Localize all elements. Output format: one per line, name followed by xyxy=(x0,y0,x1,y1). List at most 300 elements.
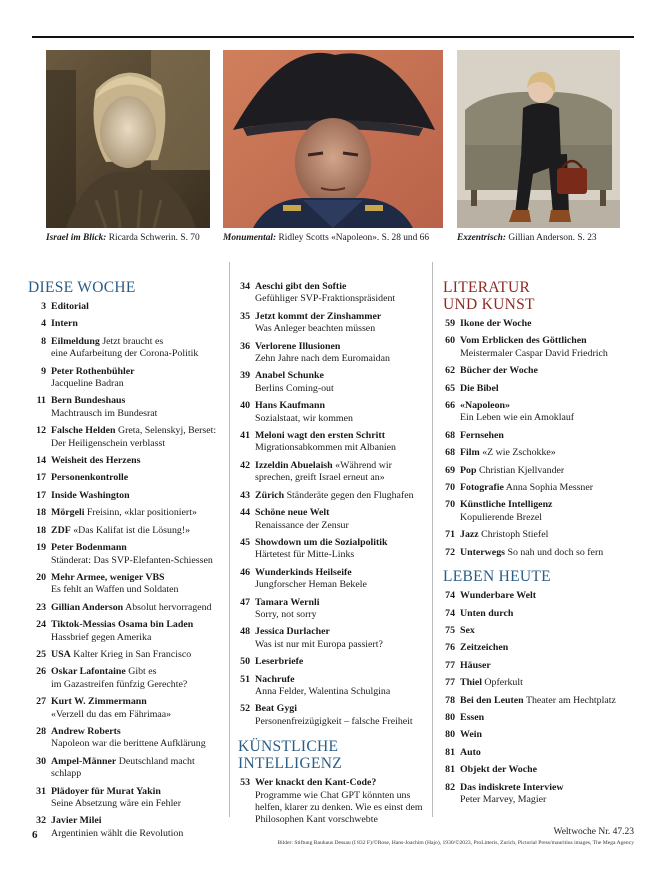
toc-entry-title: Auto xyxy=(460,746,481,758)
toc-entry[interactable] xyxy=(437,782,637,807)
toc-entry-body xyxy=(460,764,637,776)
toc-entry[interactable] xyxy=(437,482,637,494)
toc-entry-body xyxy=(460,625,637,637)
toc-entry-title: Vom Erblicken des Göttlichen xyxy=(460,335,587,347)
toc-entry[interactable] xyxy=(437,764,637,776)
toc-page-number: 34 xyxy=(240,281,250,292)
toc-page-number: 39 xyxy=(240,370,250,382)
toc-page-number: 43 xyxy=(240,489,250,501)
toc-entry[interactable] xyxy=(437,499,637,524)
toc-entry-description: Theater am Hechtplatz xyxy=(523,694,616,706)
toc-entry-title: Editorial xyxy=(51,301,89,312)
toc-page-number: 76 xyxy=(445,642,455,654)
toc-page-number: 71 xyxy=(445,529,455,541)
toc-page-number: 17 xyxy=(36,489,46,501)
toc-entry[interactable] xyxy=(28,542,224,567)
toc-entry-description: Kalter Krieg in San Francisco xyxy=(70,648,192,660)
photo-caption-1 xyxy=(46,233,200,243)
toc-entry[interactable] xyxy=(437,365,637,377)
toc-page-number: 74 xyxy=(445,607,455,619)
toc-list xyxy=(232,281,427,728)
toc-entry-title: Unten durch xyxy=(460,607,514,619)
toc-entry-body xyxy=(460,695,637,707)
toc-entry-subtitle: Härtetest für Mitte-Links xyxy=(255,549,355,561)
issue-label: Weltwoche Nr. 47.23 xyxy=(553,827,634,837)
toc-page-number: 66 xyxy=(445,400,455,412)
toc-entry-title: Hans Kaufmann xyxy=(255,400,325,412)
toc-page-number: 18 xyxy=(36,507,46,519)
caption-text: Ridley Scotts «Napoleon». S. 28 und 66 xyxy=(276,233,430,243)
toc-entry-subtitle: «Verzell du das em Fährimaa» xyxy=(51,708,172,720)
toc-entry-body xyxy=(255,656,427,668)
toc-entry[interactable] xyxy=(232,281,427,306)
toc-entry[interactable] xyxy=(28,336,224,361)
toc-entry-title: Schöne neue Welt xyxy=(255,507,330,519)
toc-entry-title: Mehr Armee, weniger VBS xyxy=(51,571,165,583)
toc-entry[interactable] xyxy=(232,490,427,502)
toc-entry[interactable] xyxy=(437,712,637,724)
toc-entry-title: Film xyxy=(460,447,480,459)
toc-entry-title: Essen xyxy=(460,711,485,723)
toc-entry-description: «Während wir xyxy=(332,459,392,471)
toc-entry-title: Fernsehen xyxy=(460,429,504,441)
toc-entry[interactable] xyxy=(437,677,637,689)
toc-entry-subtitle: Was Anleger beachten müssen xyxy=(255,323,376,335)
page-number: 6 xyxy=(32,829,38,841)
toc-page-number: 25 xyxy=(36,648,46,660)
toc-entry[interactable] xyxy=(437,335,637,360)
toc-entry-description: Deutschland macht schlapp xyxy=(51,755,195,780)
toc-entry-body xyxy=(460,400,637,425)
toc-entry-subtitle: Jungforscher Heman Bekele xyxy=(255,579,367,591)
toc-entry-title: Personenkontrolle xyxy=(51,472,129,484)
toc-entry-title: Jetzt kommt der Zinshammer xyxy=(255,310,382,322)
toc-entry[interactable] xyxy=(437,383,637,395)
toc-entry[interactable] xyxy=(28,696,224,721)
toc-page-number: 45 xyxy=(240,536,250,548)
toc-entry[interactable] xyxy=(437,547,637,559)
toc-entry-body xyxy=(51,542,224,567)
toc-entry-body xyxy=(255,507,427,532)
toc-entry-title: Weisheit des Herzens xyxy=(51,455,141,467)
toc-entry[interactable] xyxy=(28,525,224,537)
toc-entry-subtitle: Renaissance der Zensur xyxy=(255,519,349,531)
toc-page-number: 26 xyxy=(36,666,46,678)
toc-entry[interactable] xyxy=(437,400,637,425)
toc-entry-body xyxy=(51,525,224,537)
toc-entry-title: Aeschi gibt den Softie xyxy=(255,281,347,292)
toc-page-number: 12 xyxy=(36,425,46,437)
toc-list xyxy=(28,301,224,840)
toc-entry-subtitle: Berlins Coming-out xyxy=(255,382,334,394)
toc-entry-title: Thiel xyxy=(460,677,482,689)
toc-entry-body xyxy=(460,677,637,689)
toc-page-number: 19 xyxy=(36,542,46,554)
toc-entry-title: Peter Bodenmann xyxy=(51,542,127,554)
toc-page-number: 81 xyxy=(445,764,455,776)
toc-entry-subtitle: Was ist nur mit Europa passiert? xyxy=(255,638,383,650)
toc-entry-subtitle: Anna Felder, Walentina Schulgina xyxy=(255,685,391,697)
toc-entry[interactable] xyxy=(232,626,427,651)
toc-entry[interactable] xyxy=(232,370,427,395)
toc-entry[interactable] xyxy=(437,729,637,741)
toc-entry-subtitle: Kopulierende Brezel xyxy=(460,511,542,523)
toc-page-number: 24 xyxy=(36,619,46,631)
toc-entry[interactable] xyxy=(232,656,427,668)
caption-lead: Monumental: xyxy=(223,233,277,243)
toc-page-number: 77 xyxy=(445,677,455,689)
toc-entry-title: Nachrufe xyxy=(255,673,295,685)
toc-entry-title: Wein xyxy=(460,729,482,741)
toc-entry-title: Zeitzeichen xyxy=(460,642,509,654)
toc-entry-body xyxy=(460,712,637,724)
toc-entry-title: Leserbriefe xyxy=(255,656,304,668)
toc-entry-title: Intern xyxy=(51,318,78,330)
toc-page-number: 30 xyxy=(36,755,46,767)
toc-entry-subtitle: Argentinien wählt die Revolution xyxy=(51,827,184,839)
toc-page-number: 77 xyxy=(445,659,455,671)
photo-caption-3 xyxy=(457,233,597,243)
toc-entry[interactable] xyxy=(28,649,224,661)
toc-entry-subtitle: Ständerat: Das SVP-Elefanten-Schiessen xyxy=(51,554,213,566)
toc-entry-body xyxy=(460,547,637,559)
toc-page-number: 53 xyxy=(240,777,250,789)
section-heading-literatur-und-kunst xyxy=(443,279,637,313)
toc-entry[interactable] xyxy=(232,341,427,366)
toc-entry-body xyxy=(255,281,427,306)
toc-entry-subtitle: Gefühliger SVP-Fraktionspräsident xyxy=(255,293,396,305)
toc-entry[interactable] xyxy=(28,490,224,502)
toc-entry-description: Christian Kjellvander xyxy=(476,464,565,476)
toc-entry-title: Tiktok-Messias Osama bin Laden xyxy=(51,619,194,631)
toc-entry-title: Gillian Anderson xyxy=(51,601,124,613)
toc-entry[interactable] xyxy=(28,318,224,330)
toc-entry-title: Wer knackt den Kant-Code? xyxy=(255,777,377,789)
toc-entry[interactable] xyxy=(28,666,224,691)
toc-page-number: 80 xyxy=(445,729,455,741)
toc-page-number: 48 xyxy=(240,626,250,638)
toc-page-number: 32 xyxy=(36,815,46,827)
toc-entry-body xyxy=(51,336,224,361)
toc-entry[interactable] xyxy=(437,625,637,637)
toc-entry[interactable] xyxy=(28,786,224,811)
toc-page-number: 42 xyxy=(240,459,250,471)
toc-entry-body xyxy=(255,703,427,728)
heading-line: KÜNSTLICHE xyxy=(238,738,339,756)
toc-page-number: 46 xyxy=(240,566,250,578)
photo-caption-2 xyxy=(223,233,429,243)
toc-entry-body xyxy=(255,311,427,336)
toc-entry[interactable] xyxy=(232,311,427,336)
toc-entry-body xyxy=(460,335,637,360)
toc-entry-description: «Z wie Zschokke» xyxy=(479,447,556,459)
toc-entry-subtitle: Hassbrief gegen Amerika xyxy=(51,631,152,643)
toc-entry-title: Wunderkinds Heilseife xyxy=(255,566,352,578)
heading-line: INTELLIGENZ xyxy=(238,755,343,773)
toc-entry-title: Anabel Schunke xyxy=(255,370,324,382)
toc-entry-title: Kurt W. Zimmermann xyxy=(51,696,147,708)
toc-entry-title: Jessica Durlacher xyxy=(255,626,330,638)
toc-entry-title: Verlorene Illusionen xyxy=(255,340,341,352)
toc-entry-body xyxy=(255,370,427,395)
toc-entry-body xyxy=(51,507,224,519)
toc-page-number: 40 xyxy=(240,400,250,412)
toc-entry-body xyxy=(460,465,637,477)
toc-entry-subtitle: Napoleon war die berittene Aufklärung xyxy=(51,738,206,750)
toc-entry[interactable] xyxy=(28,301,224,313)
toc-entry[interactable] xyxy=(437,529,637,541)
toc-entry-body xyxy=(51,455,224,467)
photo-ricarda-schwerin xyxy=(46,50,210,228)
toc-entry[interactable] xyxy=(28,619,224,644)
toc-page-number: 17 xyxy=(36,472,46,484)
toc-page-number: 23 xyxy=(36,601,46,613)
toc-page-number: 44 xyxy=(240,507,250,519)
toc-entry[interactable] xyxy=(437,642,637,654)
toc-entry-title: Sex xyxy=(460,624,475,636)
toc-entry-body xyxy=(51,572,224,597)
toc-entry-title: Falsche Helden xyxy=(51,425,116,437)
toc-page-number: 36 xyxy=(240,340,250,352)
toc-page-number: 3 xyxy=(41,301,46,312)
toc-page-number: 18 xyxy=(36,524,46,536)
toc-entry-title: Künstliche Intelligenz xyxy=(460,499,553,511)
toc-entry-description: Gibt es xyxy=(125,666,157,678)
toc-entry-subtitle: sprechen, greift Israel erneut an» xyxy=(255,472,385,484)
toc-entry[interactable] xyxy=(28,756,224,781)
toc-entry-body xyxy=(460,482,637,494)
toc-entry-title: Meloni wagt den ersten Schritt xyxy=(255,430,385,442)
toc-entry-title: Showdown um die Sozialpolitik xyxy=(255,536,388,548)
heading-line: LITERATUR xyxy=(443,279,531,296)
toc-entry-title: Jazz xyxy=(460,529,479,541)
toc-entry[interactable] xyxy=(437,608,637,620)
toc-entry[interactable] xyxy=(232,703,427,728)
toc-page-number: 60 xyxy=(445,335,455,347)
section-heading-kuenstliche-intelligenz xyxy=(238,738,427,772)
toc-page-number: 35 xyxy=(240,310,250,322)
toc-page-number: 27 xyxy=(36,696,46,708)
toc-entry-subtitle: Seine Absetzung wäre ein Fehler xyxy=(51,798,181,809)
toc-entry-title: Zürich xyxy=(255,489,285,501)
toc-page-number: 68 xyxy=(445,447,455,459)
toc-entry-title: «Napoleon» xyxy=(460,400,510,412)
toc-entry-body xyxy=(460,642,637,654)
toc-entry-body xyxy=(255,674,427,699)
toc-entry-title: Bücher der Woche xyxy=(460,365,538,377)
toc-page-number: 51 xyxy=(240,673,250,685)
toc-entry-title: Häuser xyxy=(460,659,491,671)
toc-entry-description: Anna Sophia Messner xyxy=(503,482,594,494)
toc-entry[interactable] xyxy=(28,726,224,751)
toc-entry-body xyxy=(460,729,637,741)
toc-entry-title: Ikone der Woche xyxy=(460,318,532,329)
toc-entry-title: Javier Milei xyxy=(51,815,102,827)
toc-entry-body xyxy=(51,490,224,502)
toc-entry-description: So nah und doch so fern xyxy=(504,546,604,558)
toc-page-number: 70 xyxy=(445,499,455,511)
toc-entry-body xyxy=(51,301,224,313)
column-divider xyxy=(432,262,433,817)
toc-entry-subtitle: Ein Leben wie ein Amoklauf xyxy=(460,412,575,424)
toc-page-number: 81 xyxy=(445,746,455,758)
toc-entry-body xyxy=(51,726,224,751)
toc-entry-title: Mörgeli xyxy=(51,507,85,519)
toc-entry-title: USA xyxy=(51,648,71,660)
toc-entry-body xyxy=(255,490,427,502)
toc-entry[interactable] xyxy=(437,695,637,707)
toc-page-number: 4 xyxy=(41,318,46,330)
toc-list xyxy=(437,590,637,806)
toc-page-number: 50 xyxy=(240,656,250,668)
toc-entry-body xyxy=(51,696,224,721)
toc-entry[interactable] xyxy=(437,590,637,602)
toc-page-number: 20 xyxy=(36,571,46,583)
top-rule xyxy=(32,36,634,38)
toc-entry-title: Das indiskrete Interview xyxy=(460,781,564,793)
toc-entry[interactable] xyxy=(437,447,637,459)
toc-entry[interactable] xyxy=(232,537,427,562)
heading-line: UND KUNST xyxy=(443,296,535,313)
toc-entry-title: Peter Rothenbühler xyxy=(51,365,135,377)
toc-page-number: 8 xyxy=(41,335,46,347)
toc-entry[interactable] xyxy=(437,660,637,672)
toc-page-number: 14 xyxy=(36,455,46,467)
toc-entry[interactable] xyxy=(232,430,427,455)
toc-entry-title: ZDF xyxy=(51,524,71,536)
toc-page-number: 78 xyxy=(445,694,455,706)
toc-page-number: 47 xyxy=(240,596,250,608)
toc-entry-body xyxy=(255,460,427,485)
toc-entry-body xyxy=(460,365,637,377)
toc-page-number: 41 xyxy=(240,430,250,442)
toc-entry-title: Die Bibel xyxy=(460,382,499,394)
toc-entry[interactable] xyxy=(28,366,224,391)
toc-entry-body xyxy=(460,608,637,620)
toc-entry-description: Jetzt braucht es xyxy=(99,335,164,347)
toc-entry-body xyxy=(51,318,224,330)
toc-entry-description: Greta, Selenskyj, Berset: xyxy=(115,425,217,437)
toc-entry-body xyxy=(460,590,637,602)
toc-entry[interactable] xyxy=(28,507,224,519)
toc-column-3 xyxy=(437,279,637,811)
toc-entry-subtitle: Programme wie Chat GPT könnten uns helfen, klarer zu denken. Wie es einst dem Philosophen Kant vorschwebte xyxy=(255,789,423,826)
toc-entry-body xyxy=(51,815,224,840)
toc-entry[interactable] xyxy=(437,747,637,759)
toc-page-number: 70 xyxy=(445,482,455,494)
toc-entry[interactable] xyxy=(28,455,224,467)
toc-entry-title: Fotografie xyxy=(460,482,504,494)
toc-entry-subtitle: Jacqueline Badran xyxy=(51,378,124,390)
toc-entry-title: Andrew Roberts xyxy=(51,725,121,737)
toc-entry-subtitle: Migrationsabkommen mit Albanien xyxy=(255,442,396,454)
toc-entry-subtitle: Sozialstaat, wir kommen xyxy=(255,412,353,424)
toc-entry-body xyxy=(255,777,427,827)
toc-entry[interactable] xyxy=(28,602,224,614)
toc-page-number: 75 xyxy=(445,624,455,636)
toc-entry[interactable] xyxy=(437,465,637,477)
toc-entry-body xyxy=(460,318,637,330)
toc-entry-description: Absolut hervorragend xyxy=(123,601,212,613)
toc-page-number: 80 xyxy=(445,711,455,723)
toc-entry-title: Izzeldin Abuelaish xyxy=(255,459,333,471)
toc-entry[interactable] xyxy=(232,507,427,532)
toc-entry-body xyxy=(460,499,637,524)
toc-entry-body xyxy=(51,602,224,614)
toc-entry-title: Ampel-Männer xyxy=(51,755,117,767)
toc-entry-body xyxy=(51,366,224,391)
toc-list xyxy=(232,777,427,827)
toc-entry-title: Inside Washington xyxy=(51,489,130,501)
toc-entry-body xyxy=(460,747,637,759)
photo-credits: Bilder: Stiftung Bauhaus Dessau (I 832 F)/©Rose, Hans-Joachim (Hajo), 1930/©2023, ProLitteris, Zurich, Pictorial Press/mauritius images, The Mega Agency xyxy=(277,840,634,846)
toc-entry-subtitle: eine Aufarbeitung der Corona-Politik xyxy=(51,348,199,360)
toc-entry-body xyxy=(255,341,427,366)
toc-entry-title: Tamara Wernli xyxy=(255,596,320,608)
toc-entry-title: Plädoyer für Murat Yakin xyxy=(51,785,161,797)
toc-entry-subtitle: Machtrausch im Bundesrat xyxy=(51,407,158,419)
toc-entry-body xyxy=(51,756,224,781)
toc-page-number: 68 xyxy=(445,429,455,441)
toc-entry-description: Christoph Stiefel xyxy=(478,529,549,541)
toc-page-number: 72 xyxy=(445,546,455,558)
toc-entry-title: Unterwegs xyxy=(460,546,505,558)
toc-page-number: 52 xyxy=(240,703,250,715)
toc-entry[interactable] xyxy=(28,425,224,450)
toc-entry[interactable] xyxy=(28,572,224,597)
section-heading-leben-heute: LEBEN HEUTE xyxy=(443,568,551,586)
toc-entry-subtitle: Peter Marvey, Magier xyxy=(460,793,547,805)
toc-entry[interactable] xyxy=(437,430,637,442)
toc-entry[interactable] xyxy=(232,460,427,485)
toc-column-1 xyxy=(28,279,224,845)
toc-entry-description: Ständeräte gegen den Flughafen xyxy=(284,489,414,501)
toc-entry-body xyxy=(51,472,224,484)
toc-entry-body xyxy=(51,786,224,811)
toc-entry-body xyxy=(255,597,427,622)
toc-entry-body xyxy=(255,626,427,651)
toc-entry-title: Eilmeldung xyxy=(51,335,100,347)
toc-entry[interactable] xyxy=(232,777,427,827)
toc-entry[interactable] xyxy=(232,597,427,622)
toc-entry[interactable] xyxy=(28,472,224,484)
toc-page-number: 82 xyxy=(445,781,455,793)
toc-entry[interactable] xyxy=(232,400,427,425)
toc-entry-description: Freisinn, «klar positioniert» xyxy=(84,507,197,519)
toc-entry[interactable] xyxy=(28,395,224,420)
toc-entry[interactable] xyxy=(232,674,427,699)
toc-page-number: 28 xyxy=(36,725,46,737)
section-heading-diese-woche: DIESE WOCHE xyxy=(28,279,136,296)
toc-entry-body xyxy=(255,537,427,562)
toc-entry-body xyxy=(51,619,224,644)
toc-entry-title: Bei den Leuten xyxy=(460,694,524,706)
toc-entry[interactable] xyxy=(28,815,224,840)
toc-entry-subtitle: Meistermaler Caspar David Friedrich xyxy=(460,347,608,359)
toc-list xyxy=(437,318,637,559)
caption-text: Gillian Anderson. S. 23 xyxy=(505,233,597,243)
toc-entry[interactable] xyxy=(437,318,637,330)
toc-column-2 xyxy=(232,281,427,832)
toc-entry-body xyxy=(255,567,427,592)
toc-page-number: 11 xyxy=(36,395,46,407)
toc-entry-body xyxy=(51,425,224,450)
toc-page-number: 69 xyxy=(445,464,455,476)
caption-lead: Israel im Blick: xyxy=(46,233,107,243)
toc-entry-body xyxy=(460,383,637,395)
toc-entry[interactable] xyxy=(232,567,427,592)
toc-entry-body xyxy=(51,395,224,420)
